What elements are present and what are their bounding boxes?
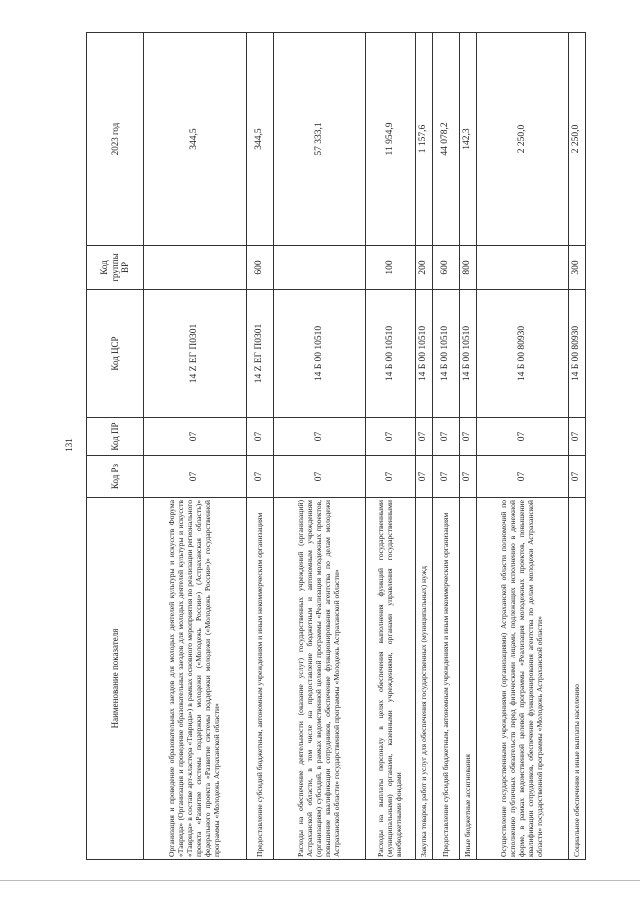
row-rz: 07 — [247, 456, 274, 498]
table-row — [247, 33, 274, 860]
row-pr: 07 — [247, 418, 274, 456]
table-row — [477, 33, 569, 860]
table-row — [366, 33, 416, 860]
row-csr: 14 Z EГ П0301 — [144, 290, 247, 418]
row-pr: 07 — [460, 418, 477, 456]
row-rz: 07 — [433, 456, 460, 498]
row-pr: 07 — [416, 418, 433, 456]
rotated-budget-table — [86, 33, 616, 860]
row-pr: 07 — [433, 418, 460, 456]
row-rz: 07 — [477, 456, 569, 498]
row-csr: 14 Z EГ П0301 — [247, 290, 274, 418]
row-name: Осуществление государственными учреждениями (организациями) Астраханской области полномочий по исполнению публичных обязательств перед физическими лицами, подлежащих исполнению в денежной форме, в рамках ведомственной целевой программы «Реализация молодежных проектов, повышение квалификации сотрудников, обеспечение функционирования агентства по делам молодежи Астраханской области» государственной программы «Молодежь Астраханской области» — [477, 498, 569, 860]
row-value: 344,5 — [247, 33, 274, 246]
row-csr: 14 Б 00 10510 — [416, 290, 433, 418]
row-vr: 800 — [460, 246, 477, 290]
row-rz: 07 — [460, 456, 477, 498]
header-vr: Код группы ВР — [87, 246, 144, 290]
header-year: 2023 год — [87, 33, 144, 246]
row-pr: 07 — [569, 418, 586, 456]
row-pr: 07 — [366, 418, 416, 456]
row-vr: 200 — [416, 246, 433, 290]
header-name: Наименование показателя — [87, 498, 144, 860]
row-name: Организация и проведение образовательных заездов для молодых деятелей культуры и искусств Форума «Таврида» (Организация и проведение образовательных заездов для молодых деятелей культуры и искусств «Таврида» в составе арт-кластера «Таврида») в рамках основного мероприятия по реализации регионального проекта «Развитие системы поддержки молодежи («Молодежь России») (Астраханская область)» федерального проекта «Развитие системы поддержки молодежи («Молодежь России»)» государственной программы «Молодежь Астраханской области» — [144, 498, 247, 860]
row-name: Расходы на обеспечение деятельности (оказание услуг) государственных учреждений (организаций) Астраханской области, в том числе на предоставление бюджетным и автономным учреждениям (организациям) субсидий, в рамках ведомственной целевой программы «Реализация молодежных проектов, повышение квалификации сотрудников, обеспечение функционирования агентства по делам молодежи Астраханской области» государственной программы «Молодежь Астраханской области» — [274, 498, 366, 860]
row-rz: 07 — [144, 456, 247, 498]
table-header-row — [87, 33, 144, 860]
header-csr: Код ЦСР — [87, 290, 144, 418]
row-csr: 14 Б 00 10510 — [460, 290, 477, 418]
row-value: 142,3 — [460, 33, 477, 246]
row-csr: 14 Б 00 80930 — [477, 290, 569, 418]
row-rz: 07 — [569, 456, 586, 498]
row-value: 44 078,2 — [433, 33, 460, 246]
row-vr — [274, 246, 366, 290]
row-csr: 14 Б 00 10510 — [274, 290, 366, 418]
table-row — [274, 33, 366, 860]
row-value: 2 250,0 — [569, 33, 586, 246]
table-row — [416, 33, 433, 860]
row-rz: 07 — [274, 456, 366, 498]
row-vr — [477, 246, 569, 290]
row-csr: 14 Б 00 10510 — [366, 290, 416, 418]
row-pr: 07 — [144, 418, 247, 456]
row-pr: 07 — [477, 418, 569, 456]
row-vr: 300 — [569, 246, 586, 290]
row-name: Социальное обеспечение и иные выплаты населению — [569, 498, 586, 860]
row-pr: 07 — [274, 418, 366, 456]
row-csr: 14 Б 00 10510 — [433, 290, 460, 418]
row-name: Расходы на выплаты персоналу в целях обеспечения выполнения функций государственными (муниципальными) органами, казенными учреждениями, органами управления государственными внебюджетными фондами — [366, 498, 416, 860]
table-row — [460, 33, 477, 860]
row-value: 344,5 — [144, 33, 247, 246]
row-name: Иные бюджетные ассигнования — [460, 498, 477, 860]
row-csr: 14 Б 00 80930 — [569, 290, 586, 418]
row-vr: 100 — [366, 246, 416, 290]
row-vr: 600 — [433, 246, 460, 290]
header-pr: Код ПР — [87, 418, 144, 456]
table-row — [433, 33, 460, 860]
page-number: 131 — [64, 438, 74, 452]
row-value: 57 333,1 — [274, 33, 366, 246]
row-rz: 07 — [366, 456, 416, 498]
scan-edge-line — [0, 880, 640, 881]
row-value: 1 157,6 — [416, 33, 433, 246]
row-value: 2 250,0 — [477, 33, 569, 246]
row-name: Предоставление субсидий бюджетным, автономным учреждениям и иным некоммерческим организациям — [247, 498, 274, 860]
header-rz: Код Рз — [87, 456, 144, 498]
table-row — [144, 33, 247, 860]
row-vr: 600 — [247, 246, 274, 290]
row-name: Предоставление субсидий бюджетным, автономным учреждениям и иным некоммерческим организациям — [433, 498, 460, 860]
row-name: Закупка товаров, работ и услуг для обеспечения государственных (муниципальных) нужд — [416, 498, 433, 860]
row-value: 11 954,9 — [366, 33, 416, 246]
row-rz: 07 — [416, 456, 433, 498]
budget-table — [86, 32, 586, 860]
row-vr — [144, 246, 247, 290]
table-row — [569, 33, 586, 860]
